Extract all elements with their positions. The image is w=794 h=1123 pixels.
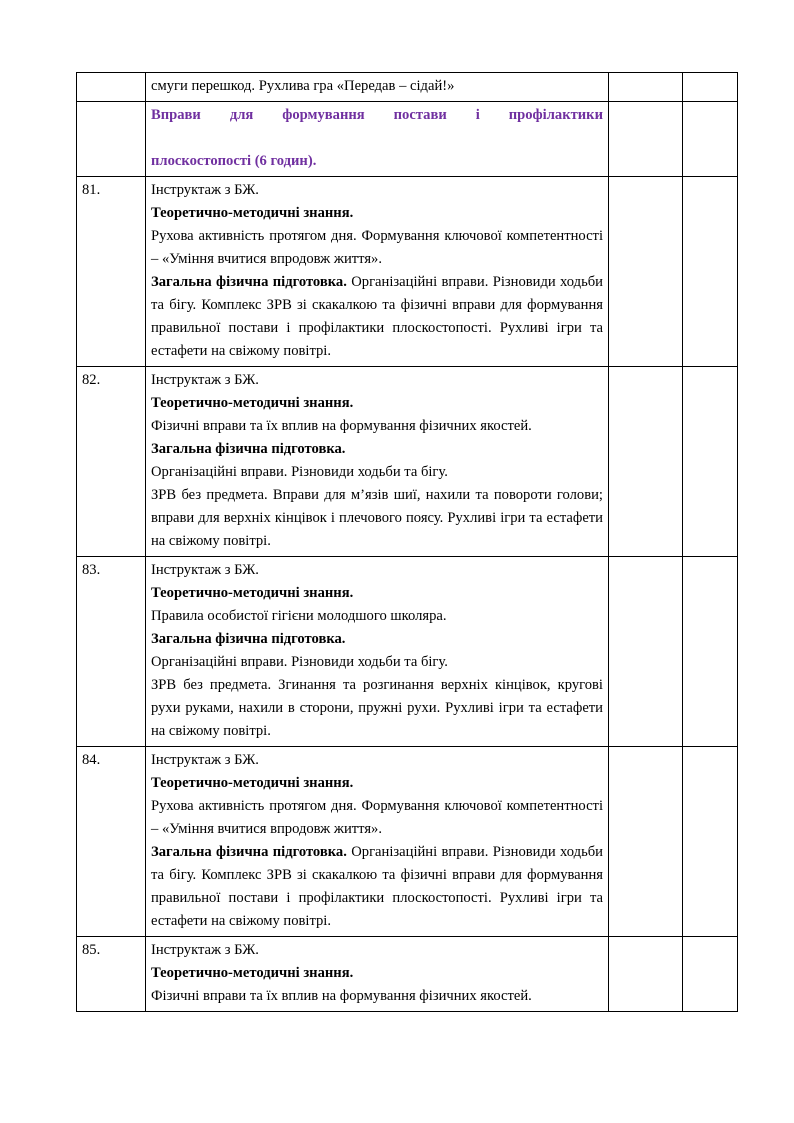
row-number-cell: 83.: [77, 557, 146, 747]
training-body: Організаційні вправи. Різновиди ходьби та бігу. Комплекс ЗРВ зі скакалкою та фізичні вправи для формування правильної постави і профілактики плоскостопості. Рухливі ігри та естафети на свіжому повітрі.: [151, 844, 603, 929]
row-last-cell: [683, 73, 738, 102]
row-extra-cell: [609, 367, 683, 557]
row-content-cell: [146, 937, 609, 1012]
content-line-exercises: ЗРВ без предмета. Вправи для м’язів шиї, нахили та повороти голови; вправи для верхніх кінцівок і плечового поясу. Рухливі ігри та естафети на свіжому повітрі.: [151, 487, 603, 549]
row-content-cell: [146, 747, 609, 937]
content-line-briefing: Інструктаж з БЖ.: [151, 562, 259, 578]
row-extra-cell: [609, 937, 683, 1012]
training-heading: Загальна фізична підготовка.: [151, 274, 347, 290]
row-number-cell: 84.: [77, 747, 146, 937]
row-last-cell: [683, 937, 738, 1012]
content-line: смуги перешкод. Рухлива гра «Передав – сідай!»: [151, 78, 455, 94]
content-line-organizational: Організаційні вправи. Різновиди ходьби та бігу.: [151, 464, 448, 480]
row-number-cell: 82.: [77, 367, 146, 557]
table-row: [77, 73, 738, 102]
content-line-training: [151, 841, 603, 933]
content-line-training-heading: Загальна фізична підготовка.: [151, 631, 346, 647]
content-line-exercises: ЗРВ без предмета. Згинання та розгинання верхніх кінцівок, кругові рухи руками, нахили в сторони, пружні рухи. Рухливі ігри та естафети на свіжому повітрі.: [151, 677, 603, 739]
table-row: [77, 177, 738, 367]
content-line-theory-body: Правила особистої гігієни молодшого школяра.: [151, 608, 447, 624]
row-number-cell: 85.: [77, 937, 146, 1012]
content-line-theory-body: Фізичні вправи та їх вплив на формування фізичних якостей.: [151, 988, 532, 1004]
row-content-cell: [146, 73, 609, 102]
training-heading: Загальна фізична підготовка.: [151, 844, 347, 860]
content-line-theory-body: Фізичні вправи та їх вплив на формування фізичних якостей.: [151, 418, 532, 434]
content-line-briefing: Інструктаж з БЖ.: [151, 182, 259, 198]
row-extra-cell: [609, 557, 683, 747]
content-line-theory-body: Рухова активність протягом дня. Формування ключової компетентності – «Уміння вчитися впродовж життя».: [151, 228, 603, 267]
row-extra-cell: [609, 747, 683, 937]
content-line-training: [151, 271, 603, 363]
section-heading: [151, 104, 603, 173]
content-line-briefing: Інструктаж з БЖ.: [151, 372, 259, 388]
table-row: [77, 557, 738, 747]
content-line-theory-heading: Теоретично-методичні знання.: [151, 965, 354, 981]
row-last-cell: [683, 177, 738, 367]
table-row: [77, 937, 738, 1012]
section-heading-tail: плоскостопості (6 годин).: [151, 153, 317, 169]
row-number-cell: [77, 102, 146, 177]
content-line-training-heading: Загальна фізична підготовка.: [151, 441, 346, 457]
content-line-theory-heading: Теоретично-методичні знання.: [151, 395, 354, 411]
row-number-cell: 81.: [77, 177, 146, 367]
row-extra-cell: [609, 102, 683, 177]
table-row: [77, 747, 738, 937]
content-line-theory-body: Рухова активність протягом дня. Формування ключової компетентності – «Уміння вчитися впродовж життя».: [151, 798, 603, 837]
content-line-theory-heading: Теоретично-методичні знання.: [151, 205, 354, 221]
row-last-cell: [683, 367, 738, 557]
table-row: [77, 367, 738, 557]
row-last-cell: [683, 747, 738, 937]
row-content-cell: [146, 557, 609, 747]
content-line-briefing: Інструктаж з БЖ.: [151, 942, 259, 958]
table-row-section-heading: [77, 102, 738, 177]
row-number-cell: [77, 73, 146, 102]
row-last-cell: [683, 557, 738, 747]
lesson-plan-table: [76, 72, 738, 1012]
content-line-briefing: Інструктаж з БЖ.: [151, 752, 259, 768]
row-content-cell: [146, 367, 609, 557]
content-line-theory-heading: Теоретично-методичні знання.: [151, 775, 354, 791]
row-last-cell: [683, 102, 738, 177]
row-extra-cell: [609, 177, 683, 367]
content-line-organizational: Організаційні вправи. Різновиди ходьби та бігу.: [151, 654, 448, 670]
row-extra-cell: [609, 73, 683, 102]
row-content-cell: [146, 177, 609, 367]
section-heading-main: Вправи для формування постави і профілактики: [151, 107, 603, 123]
content-line-theory-heading: Теоретично-методичні знання.: [151, 585, 354, 601]
row-content-cell: [146, 102, 609, 177]
training-body: Організаційні вправи. Різновиди ходьби та бігу. Комплекс ЗРВ зі скакалкою та фізичні вправи для формування правильної постави і профілактики плоскостопості. Рухливі ігри та естафети на свіжому повітрі.: [151, 274, 603, 359]
